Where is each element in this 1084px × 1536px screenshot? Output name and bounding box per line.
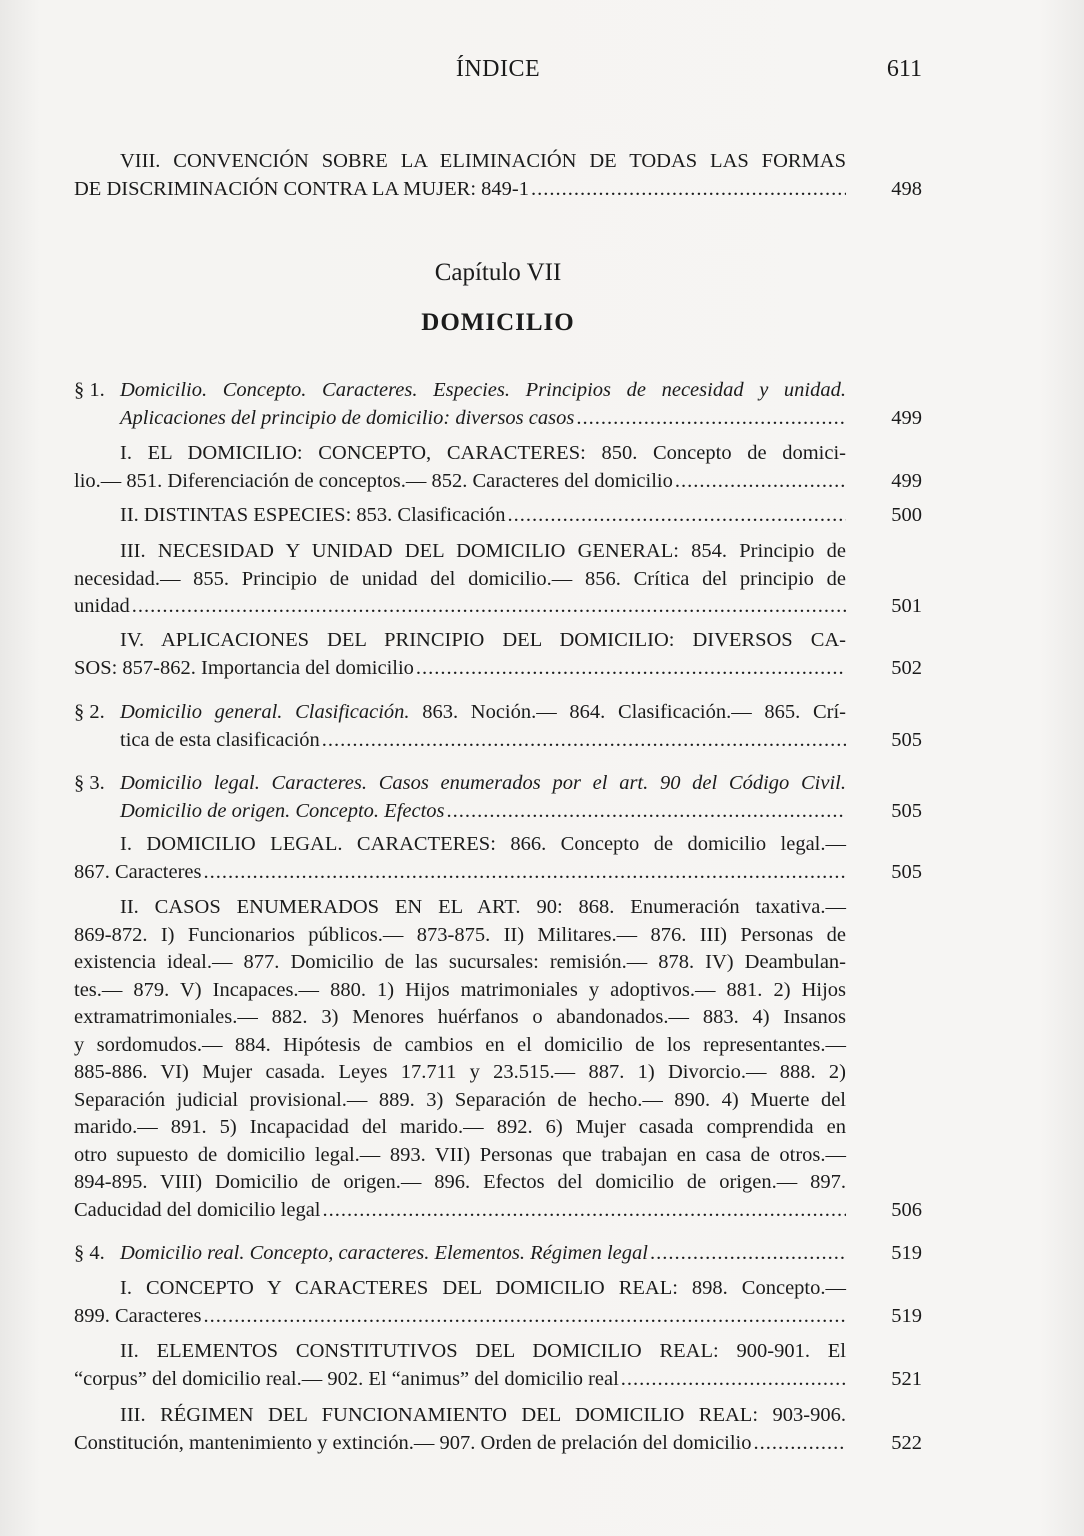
entry-line: y sordomudos.— 884. Hipótesis de cambios en el domicilio de los representantes.— — [74, 1033, 846, 1056]
entry-line: III. RÉGIMEN DEL FUNCIONAMIENTO DEL DOMICILIO REAL: 903-906. — [120, 1404, 846, 1426]
toc-entry-1-i — [74, 440, 922, 495]
dot-leader — [204, 859, 847, 887]
entry-line: 869-872. I) Funcionarios públicos.— 873-875. II) Militares.— 876. III) Personas de — [74, 923, 846, 946]
toc-entry-4-i — [74, 1275, 922, 1330]
section-page: 499 — [891, 406, 922, 429]
section-number: § 4. — [74, 1242, 105, 1264]
dot-leader — [531, 176, 846, 204]
entry-line: marido.— 891. 5) Incapacidad del marido.— 892. 6) Mujer casada comprendida en — [74, 1116, 846, 1138]
section-title-line: Domicilio de origen. Concepto. Efectos — [120, 799, 445, 822]
entry-line: Constitución, mantenimiento y extinción.— 907. Orden de prelación del domicilio — [74, 1431, 752, 1454]
toc-entry-1-ii — [74, 502, 922, 530]
section-page: 505 — [891, 728, 922, 751]
toc-entry-4-iii — [74, 1402, 922, 1457]
entry-line: tes.— 879. V) Incapaces.— 880. 1) Hijos matrimoniales y adoptivos.— 881. 2) Hijos — [74, 978, 846, 1001]
chapter-title: DOMICILIO — [421, 309, 575, 336]
entry-line: extramatrimoniales.— 882. 3) Menores huérfanos o abandonados.— 883. 4) Insanos — [74, 1006, 846, 1028]
entry-line: otro supuesto de domicilio legal.— 893. VII) Personas que trabajan en casa de otros.— — [74, 1143, 846, 1166]
section-title-line: Domicilio real. Concepto, caracteres. Elementos. Régimen legal — [120, 1242, 648, 1264]
entry-page: 505 — [891, 860, 922, 883]
entry-page: 521 — [891, 1367, 922, 1390]
dot-leader — [132, 593, 846, 621]
entry-line: lio.— 851. Diferenciación de conceptos.— 852. Caracteres del domicilio — [74, 469, 673, 492]
dot-leader — [754, 1430, 846, 1458]
entry-page: 522 — [891, 1431, 922, 1454]
toc-entry-3-ii — [74, 894, 922, 1224]
toc-entry-1-iv — [74, 627, 922, 682]
entry-line: Caducidad del domicilio legal — [74, 1198, 321, 1221]
section-page: 505 — [891, 799, 922, 822]
section-number: § 2. — [74, 701, 105, 723]
entry-line: 894-895. VIII) Domicilio de origen.— 896. Efectos del domicilio de origen.— 897. — [74, 1171, 846, 1193]
toc-entry-3-i — [74, 831, 922, 886]
entry-page: 500 — [891, 504, 922, 526]
section-4 — [74, 1240, 922, 1268]
section-title-line: tica de esta clasificación — [120, 728, 320, 751]
entry-line: necesidad.— 855. Principio de unidad del domicilio.— 856. Crítica del principio de — [74, 567, 846, 590]
entry-line: I. CONCEPTO Y CARACTERES DEL DOMICILIO REAL: 898. Concepto.— — [120, 1277, 846, 1299]
section-title-line: Domicilio. Concepto. Caracteres. Especies. Principios de necesidad y unidad. — [120, 379, 846, 401]
entry-line: II. CASOS ENUMERADOS EN EL ART. 90: 868. Enumeración taxativa.— — [120, 896, 846, 918]
dot-leader — [204, 1303, 847, 1331]
entry-line: 899. Caracteres — [74, 1304, 202, 1327]
entry-line: II. ELEMENTOS CONSTITUTIVOS DEL DOMICILIO REAL: 900-901. El — [120, 1340, 846, 1362]
entry-page: 502 — [891, 656, 922, 679]
dot-leader — [322, 727, 846, 755]
entry-line: 867. Caracteres — [74, 860, 202, 883]
section-title-line: Domicilio general. Clasificación. — [120, 701, 410, 723]
entry-line: “corpus” del domicilio real.— 902. El “animus” del domicilio real — [74, 1367, 619, 1390]
entry-page: 501 — [891, 595, 922, 617]
toc-entry-4-ii — [74, 1338, 922, 1393]
toc-entry-viii — [74, 148, 922, 203]
entry-page: 519 — [891, 1304, 922, 1327]
entry-line: I. EL DOMICILIO: CONCEPTO, CARACTERES: 850. Concepto de domici- — [120, 442, 846, 464]
entry-line: Separación judicial provisional.— 889. 3) Separación de hecho.— 890. 4) Muerte del — [74, 1088, 846, 1111]
running-title: ÍNDICE — [455, 56, 541, 82]
section-1 — [74, 377, 922, 432]
entry-line: II. DISTINTAS ESPECIES: 853. Clasificación — [120, 504, 506, 526]
section-title-line: Domicilio legal. Caracteres. Casos enumerados por el art. 90 del Código Civil. — [120, 772, 846, 794]
entry-line: existencia ideal.— 877. Domicilio de las sucursales: remisión.— 878. IV) Deambulan- — [74, 951, 846, 973]
section-page: 519 — [891, 1242, 922, 1264]
section-title-line: 863. Noción.— 864. Clasificación.— 865. Crí- — [409, 701, 846, 723]
dot-leader — [323, 1197, 846, 1225]
entry-line: I. DOMICILIO LEGAL. CARACTERES: 866. Concepto de domicilio legal.— — [120, 833, 846, 855]
dot-leader — [621, 1366, 846, 1394]
chapter-label: Capítulo VII — [434, 259, 562, 286]
entry-page: 499 — [891, 469, 922, 492]
dot-leader — [508, 502, 846, 530]
entry-line: VIII. CONVENCIÓN SOBRE LA ELIMINACIÓN DE TODAS LAS FORMAS — [120, 150, 846, 172]
dot-leader — [675, 468, 846, 496]
section-3 — [74, 770, 922, 825]
section-number: § 3. — [74, 772, 105, 794]
entry-line: unidad — [74, 595, 130, 617]
running-header — [74, 56, 922, 90]
entry-line: DE DISCRIMINACIÓN CONTRA LA MUJER: 849-1 — [74, 177, 530, 200]
dot-leader — [416, 655, 846, 683]
section-2 — [74, 699, 922, 754]
entry-page: 506 — [891, 1198, 922, 1221]
page-number: 611 — [886, 56, 922, 82]
dot-leader — [447, 798, 846, 826]
dot-leader — [650, 1240, 846, 1268]
section-title-line: Aplicaciones del principio de domicilio: diversos casos — [120, 406, 575, 429]
toc-entry-1-iii — [74, 538, 922, 621]
entry-line: 885-886. VI) Mujer casada. Leyes 17.711 y 23.515.— 887. 1) Divorcio.— 888. 2) — [74, 1061, 846, 1083]
section-number: § 1. — [74, 379, 105, 401]
entry-page: 498 — [891, 177, 922, 200]
entry-line: III. NECESIDAD Y UNIDAD DEL DOMICILIO GENERAL: 854. Principio de — [120, 540, 846, 562]
entry-line: IV. APLICACIONES DEL PRINCIPIO DEL DOMICILIO: DIVERSOS CA- — [120, 629, 846, 651]
dot-leader — [576, 405, 846, 433]
entry-line: SOS: 857-862. Importancia del domicilio — [74, 656, 414, 679]
